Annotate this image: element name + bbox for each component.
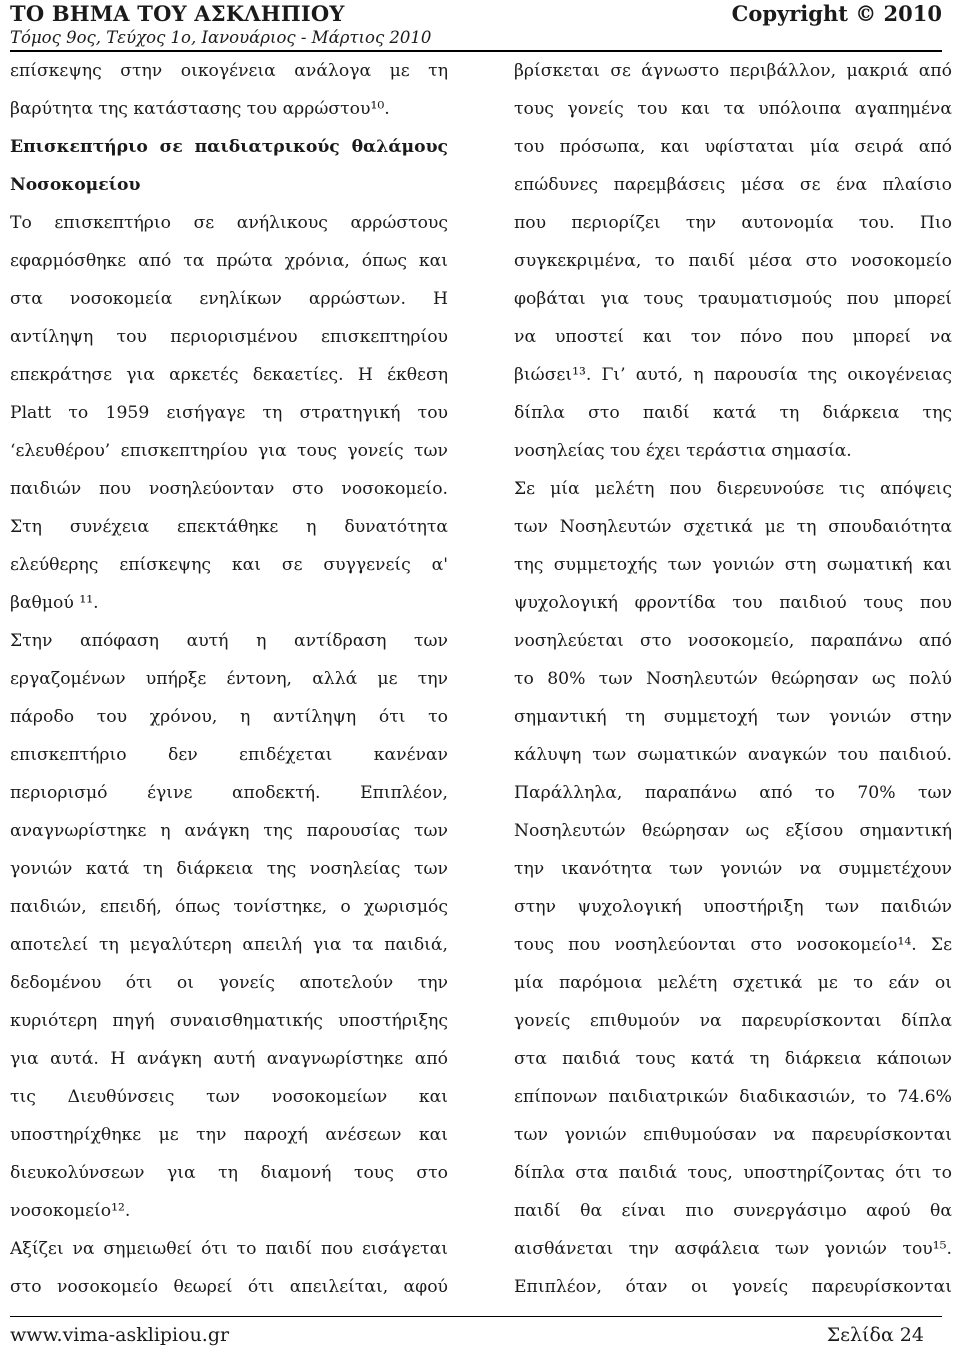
- text-line: παιδιών, επειδή, όπως τονίστηκε, ο χωρισμός: [10, 897, 448, 917]
- text-line: το 80% των Νοσηλευτών θεώρησαν ως πολύ: [514, 669, 952, 689]
- text-line: Στη συνέχεια επεκτάθηκε η δυνατότητα: [10, 517, 448, 537]
- text-line: Παράλληλα, παραπάνω από το 70% των: [514, 783, 952, 803]
- text-line: επίπονων παιδιατρικών διαδικασιών, το 74.6%: [514, 1087, 952, 1107]
- text-line: της συμμετοχής των γονιών στη σωματική και: [514, 555, 952, 575]
- website-url: www.vima-asklipiou.gr: [10, 1324, 230, 1346]
- section-heading-line: Νοσοκομείου: [10, 175, 141, 195]
- text-line: διευκολύνσεων για τη διαμονή τους στο: [10, 1163, 448, 1183]
- text-line: του πρόσωπα, και υφίσταται μία σειρά από: [514, 137, 952, 157]
- section-heading-line: Επισκεπτήριο σε παιδιατρικούς θαλάμους: [10, 137, 448, 157]
- text-line: υποστηρίχθηκε με την παροχή ανέσεων και: [10, 1125, 448, 1145]
- text-line: αποτελεί τη μεγαλύτερη απειλή για τα παιδιά,: [10, 935, 448, 955]
- text-line: Το επισκεπτήριο σε ανήλικους αρρώστους: [10, 213, 448, 233]
- text-line: Νοσηλευτών θεώρησαν ως εξίσου σημαντική: [514, 821, 952, 841]
- text-line: στα νοσοκομεία ενηλίκων αρρώστων. Η: [10, 289, 448, 309]
- text-line: επισκεπτήριο δεν επιδέχεται κανέναν: [10, 745, 448, 765]
- copyright-notice: Copyright © 2010: [731, 1, 942, 26]
- text-line: να υποστεί και τον πόνο που μπορεί να: [514, 327, 952, 347]
- text-line: αισθάνεται την ασφάλεια των γονιών του¹⁵.: [514, 1239, 952, 1259]
- text-line: βιώσει¹³. Γι’ αυτό, η παρουσία της οικογένειας: [514, 365, 952, 385]
- issue-info: Τόμος 9ος, Τεύχος 1ο, Ιανουάριος - Μάρτιος 2010: [10, 28, 432, 47]
- journal-title: ΤΟ ΒΗΜΑ ΤΟΥ ΑΣΚΛΗΠΙΟΥ: [10, 1, 345, 26]
- text-line: στην ψυχολογική υποστήριξη των παιδιών: [514, 897, 952, 917]
- text-line: τους που νοσηλεύονται στο νοσοκομείο¹⁴. Σε: [514, 935, 952, 955]
- page-header: [10, 0, 942, 52]
- left-column: [10, 52, 448, 1310]
- text-line: των Νοσηλευτών σχετικά με τη σπουδαιότητα: [514, 517, 952, 537]
- text-line: περιορισμό έγινε αποδεκτή. Επιπλέον,: [10, 783, 448, 803]
- text-line: στα παιδιά τους κατά τη διάρκεια κάποιων: [514, 1049, 952, 1069]
- text-line: νοσοκομείο¹².: [10, 1201, 131, 1221]
- text-line: ψυχολογική φροντίδα του παιδιού τους που: [514, 593, 952, 613]
- text-line: βρίσκεται σε άγνωστο περιβάλλον, μακριά από: [514, 61, 952, 81]
- text-line: δίπλα στα παιδιά τους, υποστηρίζοντας ότι το: [514, 1163, 952, 1183]
- text-line: τους γονείς του και τα υπόλοιπα αγαπημένα: [514, 99, 952, 119]
- text-line: σημαντική τη συμμετοχή των γονιών στην: [514, 707, 952, 727]
- text-line: επεκράτησε για αρκετές δεκαετίες. Η έκθεση: [10, 365, 448, 385]
- text-line: πάροδο του χρόνου, η αντίληψη ότι το: [10, 707, 448, 727]
- text-line: ελεύθερης επίσκεψης και σε συγγενείς α': [10, 555, 448, 575]
- text-line: βαρύτητα της κατάστασης του αρρώστου¹⁰.: [10, 99, 390, 119]
- text-line: Αξίζει να σημειωθεί ότι το παιδί που εισάγεται: [10, 1239, 448, 1259]
- text-line: Επιπλέον, όταν οι γονείς παρευρίσκονται: [514, 1277, 952, 1297]
- text-line: Στην απόφαση αυτή η αντίδραση των: [10, 631, 448, 651]
- text-line: νοσηλείας του έχει τεράστια σημασία.: [514, 441, 852, 461]
- text-line: τις Διευθύνσεις των νοσοκομείων και: [10, 1087, 448, 1107]
- text-line: που περιορίζει την αυτονομία του. Πιο: [514, 213, 952, 233]
- text-line: φοβάται για τους τραυματισμούς που μπορεί: [514, 289, 952, 309]
- text-line: παιδιών που νοσηλεύονταν στο νοσοκομείο.: [10, 479, 448, 499]
- text-line: κυριότερη πηγή συναισθηματικής υποστήριξης: [10, 1011, 448, 1031]
- text-line: αντίληψη του περιορισμένου επισκεπτηρίου: [10, 327, 448, 347]
- text-line: Platt το 1959 εισήγαγε τη στρατηγική του: [10, 403, 448, 423]
- footer-rule: [10, 1316, 942, 1317]
- text-line: μία παρόμοια μελέτη σχετικά με το εάν οι: [514, 973, 952, 993]
- text-line: νοσηλεύεται στο νοσοκομείο, παραπάνω από: [514, 631, 952, 651]
- text-line: εργαζομένων υπήρξε έντονη, αλλά με την: [10, 669, 448, 689]
- page-number: Σελίδα 24: [826, 1324, 924, 1346]
- text-line: των γονιών επιθυμούσαν να παρευρίσκονται: [514, 1125, 952, 1145]
- text-line: κάλυψη των σωματικών αναγκών του παιδιού.: [514, 745, 952, 765]
- text-line: δίπλα στο παιδί κατά τη διάρκεια της: [514, 403, 952, 423]
- text-line: ‘ελευθέρου’ επισκεπτηρίου για τους γονείς των: [10, 441, 448, 461]
- text-line: αναγνωρίστηκε η ανάγκη της παρουσίας των: [10, 821, 448, 841]
- text-line: δεδομένου ότι οι γονείς αποτελούν την: [10, 973, 448, 993]
- text-line: συγκεκριμένα, το παιδί μέσα στο νοσοκομείο: [514, 251, 952, 271]
- text-line: την ικανότητα των γονιών να συμμετέχουν: [514, 859, 952, 879]
- text-line: βαθμού ¹¹.: [10, 593, 99, 613]
- text-line: εφαρμόσθηκε από τα πρώτα χρόνια, όπως και: [10, 251, 448, 271]
- text-line: για αυτά. Η ανάγκη αυτή αναγνωρίστηκε από: [10, 1049, 448, 1069]
- text-line: γονιών κατά τη διάρκεια της νοσηλείας των: [10, 859, 448, 879]
- text-line: στο νοσοκομείο θεωρεί ότι απειλείται, αφού: [10, 1277, 448, 1297]
- text-line: παιδί θα είναι πιο συνεργάσιμο αφού θα: [514, 1201, 952, 1221]
- text-line: επίσκεψης στην οικογένεια ανάλογα με τη: [10, 61, 448, 81]
- text-line: Σε μία μελέτη που διερευνούσε τις απόψεις: [514, 479, 952, 499]
- text-line: γονείς επιθυμούν να παρευρίσκονται δίπλα: [514, 1011, 952, 1031]
- text-line: επώδυνες παρεμβάσεις μέσα σε ένα πλαίσιο: [514, 175, 952, 195]
- right-column: [514, 52, 952, 1310]
